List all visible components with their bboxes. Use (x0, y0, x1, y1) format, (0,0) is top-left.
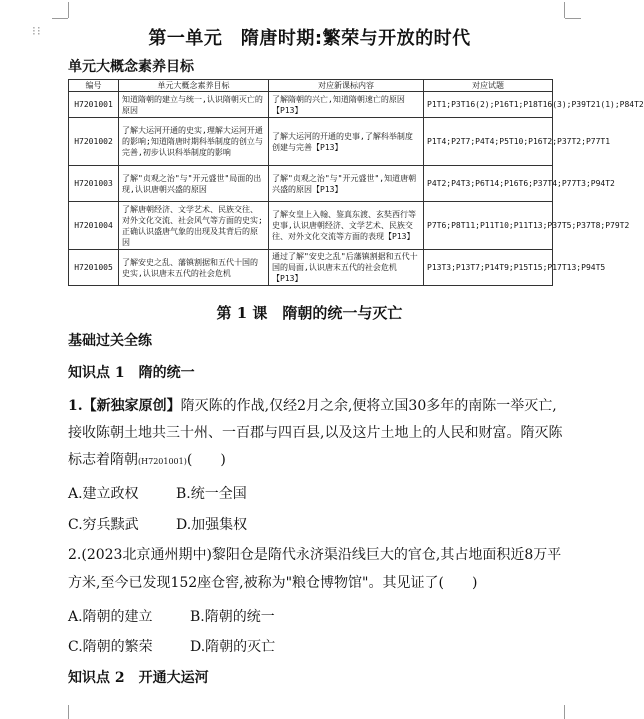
row-goal: 了解唐朝经济、文学艺术、民族交往、对外文化交流、社会风气等方面的史实;正确认识盛唐气象的出现及其背后的原因 (119, 202, 269, 250)
q1-option-b: B.统一全国 (176, 486, 247, 502)
row-goal: 了解安史之乱、藩镇割据和五代十国的史实,认识唐末五代的社会危机 (119, 250, 269, 286)
row-standard: 通过了解"安史之乱"后藩镇割据和五代十国的局面,认识唐末五代的社会危机【P13】 (269, 250, 424, 286)
row-code: H7201005 (69, 250, 119, 286)
row-goal: 了解"贞观之治"与"开元盛世"局面的出现,认识唐朝兴盛的原因 (119, 166, 269, 202)
crop-mark-br-v (564, 705, 565, 719)
q2-option-b: B.隋朝的统一 (190, 609, 275, 625)
question-1-text: 隋灭陈的作战,仅经2月之余,便将立国30多年的南陈一举灭亡, (180, 398, 557, 414)
crop-mark-tl-h (52, 18, 68, 19)
crop-mark-bl-v (68, 705, 69, 719)
row-goal: 了解大运河开通的史实,理解大运河开通的影响;知道隋唐时期科举制度的创立与完善,初步认识科举制度的影响 (119, 118, 269, 166)
lesson-title: 第 1 课 隋朝的统一与灭亡 (216, 304, 403, 322)
crop-mark-tr-v (564, 2, 565, 18)
question-1-line-1 (68, 397, 557, 415)
row-standard: 了解隋朝的兴亡,知道隋朝速亡的原因【P13】 (269, 92, 424, 118)
table-row (69, 118, 553, 166)
table-header-row (69, 80, 553, 92)
row-standard: 了解"贞观之治"与"开元盛世",知道唐朝兴盛的原因【P13】 (269, 166, 424, 202)
question-1-code: (H7201001) (138, 457, 187, 466)
row-items: P7T6;P8T11;P11T10;P11T13;P37T5;P37T8;P79T2 (424, 202, 553, 250)
q2-option-a: A.隋朝的建立 (68, 609, 153, 625)
row-items: P1T1;P3T16(2);P16T1;P18T16(3);P39T21(1);P84T2 (424, 92, 553, 118)
table-row (69, 166, 553, 202)
row-code: H7201002 (69, 118, 119, 166)
header-code: 编号 (69, 80, 119, 92)
question-1-stem-end: 标志着隋朝 (68, 452, 138, 468)
drag-handle-icon[interactable]: ⁝⁝ (32, 24, 42, 38)
row-items: P4T2;P4T3;P6T14;P16T6;P37T4;P77T3;P94T2 (424, 166, 553, 202)
knowledge-point-2: 知识点 2 开通大运河 (68, 670, 209, 686)
row-standard: 了解女皇上入翰、鉴真东渡、玄奘西行等史事,认识唐朝经济、文学艺术、民族交往、对外文化交流等方面的表现【P13】 (269, 202, 424, 250)
question-2-line-1: 2.(2023北京通州期中)黎阳仓是隋代永济渠沿线巨大的官仓,其占地面积近8万平 (68, 547, 562, 563)
table-row (69, 250, 553, 286)
section-title: 单元大概念素养目标 (68, 59, 194, 75)
header-items: 对应试题 (424, 80, 553, 92)
table-row (69, 202, 553, 250)
table-row (69, 92, 553, 118)
question-1-line-2: 接收陈朝土地共三十州、一百郡与四百县,以及这片土地上的人民和财富。隋灭陈 (68, 425, 563, 441)
row-items: P13T3;P13T7;P14T9;P15T15;P17T13;P94T5 (424, 250, 553, 286)
row-code: H7201004 (69, 202, 119, 250)
q1-option-c: C.穷兵黩武 (68, 517, 139, 533)
row-code: H7201001 (69, 92, 119, 118)
header-goal: 单元大概念素养目标 (119, 80, 269, 92)
question-1-line-3 (68, 451, 226, 471)
crop-mark-tr-h (565, 18, 581, 19)
row-goal: 知道隋朝的建立与统一,认识隋朝灭亡的原因 (119, 92, 269, 118)
crop-mark-tl-v (68, 2, 69, 18)
unit-title: 第一单元 隋唐时期:繁荣与开放的时代 (148, 28, 471, 49)
row-standard: 了解大运河的开通的史事,了解科举制度创建与完善【P13】 (269, 118, 424, 166)
question-1-tag: 1.【新独家原创】 (68, 398, 181, 414)
knowledge-point-1: 知识点 1 隋的统一 (68, 365, 195, 381)
question-2-line-2: 方米,至今已发现152座仓窖,被称为"粮仓博物馆"。其见证了( ) (68, 575, 478, 591)
row-items: P1T4;P2T7;P4T4;P5T10;P16T2;P37T2;P77T1 (424, 118, 553, 166)
q1-option-a: A.建立政权 (68, 486, 139, 502)
row-code: H7201003 (69, 166, 119, 202)
question-1-blank: ( ) (186, 452, 226, 468)
q2-option-c: C.隋朝的繁荣 (68, 639, 153, 655)
header-standard: 对应新课标内容 (269, 80, 424, 92)
basics-heading: 基础过关全练 (68, 333, 152, 349)
q1-option-d: D.加强集权 (176, 517, 248, 533)
q2-option-d: D.隋朝的灭亡 (190, 639, 276, 655)
goals-table (68, 79, 644, 286)
